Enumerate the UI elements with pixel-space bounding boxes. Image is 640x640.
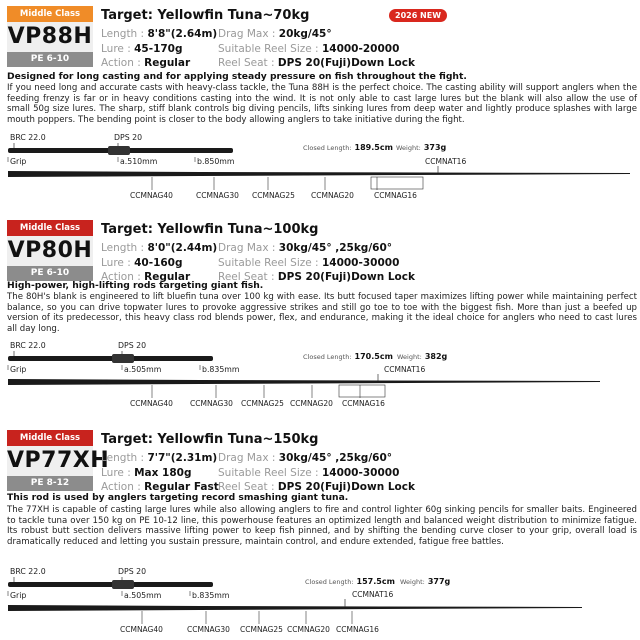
reel-seat (108, 146, 130, 155)
spec-value: 40-160g (134, 256, 183, 269)
b-dimension: b.835mm (202, 365, 240, 374)
rod-diagram-svg (0, 564, 640, 636)
spec-value: 8'8"(2.64m) (147, 28, 218, 40)
b-dimension: b.835mm (192, 591, 230, 600)
spec-value: Regular (144, 57, 191, 69)
spec-label: Length : (101, 242, 145, 254)
spec-label: Reel Seat : (218, 271, 275, 283)
blank-section (8, 605, 582, 611)
butt-section (8, 582, 213, 587)
rod-diagram-svg (0, 338, 640, 410)
guide-label: CCMNAG30 (190, 399, 233, 408)
tip-guide-label: CCMNAT16 (352, 590, 394, 599)
spec-label: Length : (101, 452, 145, 464)
spec-label: Action : (101, 57, 141, 69)
model-name: VP80H (7, 236, 93, 266)
spec-table (101, 27, 601, 71)
product-vp77xh (0, 424, 640, 640)
spec-table (101, 451, 601, 495)
spec-row (101, 42, 601, 57)
dps-label: DPS 20 (118, 567, 147, 576)
spec-label: Lure : (101, 42, 131, 55)
target-title: Target: Yellowfin Tuna~150kg (101, 432, 319, 447)
brc-label: BRC 22.0 (10, 133, 46, 142)
pe-rating: PE 6-10 (7, 52, 93, 67)
description: The 77XH is capable of casting large lures while also allowing anglers to fire and control lighter 60g sinking pencils for smaller baits. Engineered to tackle tuna over 150 kg on PE 10-12 line, this powerhouse features an optimized length and balanced weight distribution to minimize fatigue. Its robust butt section delivers massive lifting power to keep fish pinned, and by shifting the bending curve closer to your grip, overall load is dramatically reduced and letting you sustain pressure, maintain control, and endure extended, fatigue free battles. (7, 505, 637, 547)
guide-label: CCMNAG20 (311, 191, 354, 200)
spec-label: Suitable Reel Size : (218, 42, 319, 55)
guide-label: CCMNAG40 (130, 191, 173, 200)
guide-label: CCMNAG20 (287, 625, 330, 634)
spec-value: 8'0"(2.44m) (147, 242, 218, 254)
description: If you need long and accurate casts with heavy-class tackle, the Tuna 88H is the perfect choice. The casting ability will support anglers when the feeding frenzy is far or in heavy conditions casting into the wind. It is not only able to cast large lures but the blank will also allow the use of small 50g size lures. The sharp, stiff blank controls big diving pencils, lifts sinking lures from deep water and lightly produce splashes with large mouth poppers. The bending point is closer to the body allowing anglers to take initiative during the fight. (7, 83, 637, 125)
model-name: VP88H (7, 22, 93, 52)
spec-row (101, 466, 601, 481)
grip-label: Grip (10, 591, 27, 600)
guide-label: CCMNAG25 (241, 399, 284, 408)
model-badge (7, 220, 93, 281)
spec-value: Regular (144, 271, 191, 283)
blank-section (8, 379, 600, 385)
spec-value: 20kg/45° (278, 28, 332, 40)
guide-label: CCMNAG16 (374, 191, 417, 200)
spec-label: Lure : (101, 256, 131, 269)
class-label: Middle Class (7, 6, 93, 22)
tip-guide-label: CCMNAT16 (425, 157, 467, 166)
spec-value: DPS 20(Fuji)Down Lock (277, 481, 415, 493)
rod-weight: Weight: 377g (400, 577, 451, 586)
grip-label: Grip (10, 157, 27, 166)
butt-section (8, 356, 213, 361)
pe-rating: PE 8-12 (7, 476, 93, 491)
guide-label: CCMNAG16 (342, 399, 385, 408)
guide-label: CCMNAG25 (240, 625, 283, 634)
a-dimension: a.505mm (124, 591, 162, 600)
rod-diagram (0, 564, 640, 636)
spec-table (101, 241, 601, 285)
brc-label: BRC 22.0 (10, 567, 46, 576)
rod-diagram (0, 338, 640, 410)
spec-row (101, 27, 601, 42)
b-dimension: b.850mm (197, 157, 235, 166)
guide-label: CCMNAG16 (336, 625, 379, 634)
dps-label: DPS 20 (114, 133, 143, 142)
reel-seat (112, 354, 134, 363)
spec-label: Lure : (101, 466, 131, 479)
spec-row (101, 256, 601, 271)
class-label: Middle Class (7, 430, 93, 446)
spec-row (101, 56, 601, 71)
closed-length: Closed Length: 157.5cm (305, 577, 395, 586)
tip-guide-label: CCMNAT16 (384, 365, 426, 374)
spec-row (101, 241, 601, 256)
guide-label: CCMNAG40 (120, 625, 163, 634)
target-title: Target: Yellowfin Tuna~70kg (101, 8, 310, 23)
brc-label: BRC 22.0 (10, 341, 46, 350)
guide-label: CCMNAG30 (187, 625, 230, 634)
spec-value: 30kg/45° ,25kg/60° (278, 452, 393, 464)
blank-section (8, 171, 630, 177)
spec-value: 45-170g (134, 42, 183, 55)
headline: Designed for long casting and for applying steady pressure on fish throughout the fight. (7, 71, 467, 82)
pe-rating: PE 6-10 (7, 266, 93, 281)
spec-label: Reel Seat : (218, 481, 275, 493)
spec-label: Action : (101, 271, 141, 283)
target-title: Target: Yellowfin Tuna~100kg (101, 222, 319, 237)
reel-seat (112, 580, 134, 589)
model-badge (7, 430, 110, 491)
rod-weight: Weight: 382g (397, 352, 448, 361)
guide-label: CCMNAG30 (196, 191, 239, 200)
spec-label: Drag Max : (218, 452, 276, 464)
spec-label: Length : (101, 28, 145, 40)
spec-label: Reel Seat : (218, 57, 275, 69)
closed-length: Closed Length: 170.5cm (303, 352, 393, 361)
spec-value: 14000-30000 (321, 256, 400, 269)
guide-label: CCMNAG20 (290, 399, 333, 408)
rod-diagram (0, 130, 640, 202)
spec-row (101, 451, 601, 466)
class-label: Middle Class (7, 220, 93, 236)
new-badge: 2026 NEW (389, 9, 447, 22)
spec-label: Drag Max : (218, 28, 276, 40)
rod-diagram-svg (0, 130, 640, 202)
grip-label: Grip (10, 365, 27, 374)
rod-weight: Weight: 373g (396, 143, 447, 152)
closed-length: Closed Length: 189.5cm (303, 143, 393, 152)
spec-label: Drag Max : (218, 242, 276, 254)
model-name: VP77XH (7, 446, 93, 476)
spec-label: Suitable Reel Size : (218, 466, 319, 479)
product-vp80h (0, 214, 640, 414)
headline: This rod is used by anglers targeting record smashing giant tuna. (7, 492, 349, 503)
model-badge (7, 6, 93, 67)
spec-label: Action : (101, 481, 141, 493)
spec-label: Suitable Reel Size : (218, 256, 319, 269)
guide-label: CCMNAG25 (252, 191, 295, 200)
spec-value: DPS 20(Fuji)Down Lock (277, 57, 415, 69)
product-vp88h (0, 0, 640, 206)
dps-label: DPS 20 (118, 341, 147, 350)
a-dimension: a.505mm (124, 365, 162, 374)
a-dimension: a.510mm (120, 157, 158, 166)
spec-value: 14000-30000 (321, 466, 400, 479)
spec-value: DPS 20(Fuji)Down Lock (277, 271, 415, 283)
spec-value: 30kg/45° ,25kg/60° (278, 242, 393, 254)
spec-value: Max 180g (134, 466, 192, 479)
guide-label: CCMNAG40 (130, 399, 173, 408)
headline: High-power, high-lifting rods targeting giant fish. (7, 280, 264, 291)
spec-value: 14000-20000 (321, 42, 400, 55)
spec-value: Regular Fast (144, 481, 219, 493)
description: The 80H's blank is engineered to lift bluefin tuna over 100 kg with ease. Its butt focused taper maximizes lifting power while maintaining perfect balance, so you can drive topwater lures to provoke aggressive strikes and still go toe to toe with the biggest fish. More than just a beefed up version of its predecessor, this heavy class rod blends power, flex, and endurance, making it the ideal choice for anglers who need to cast lures all day long. (7, 292, 637, 334)
spec-value: 7'7"(2.31m) (147, 452, 218, 464)
